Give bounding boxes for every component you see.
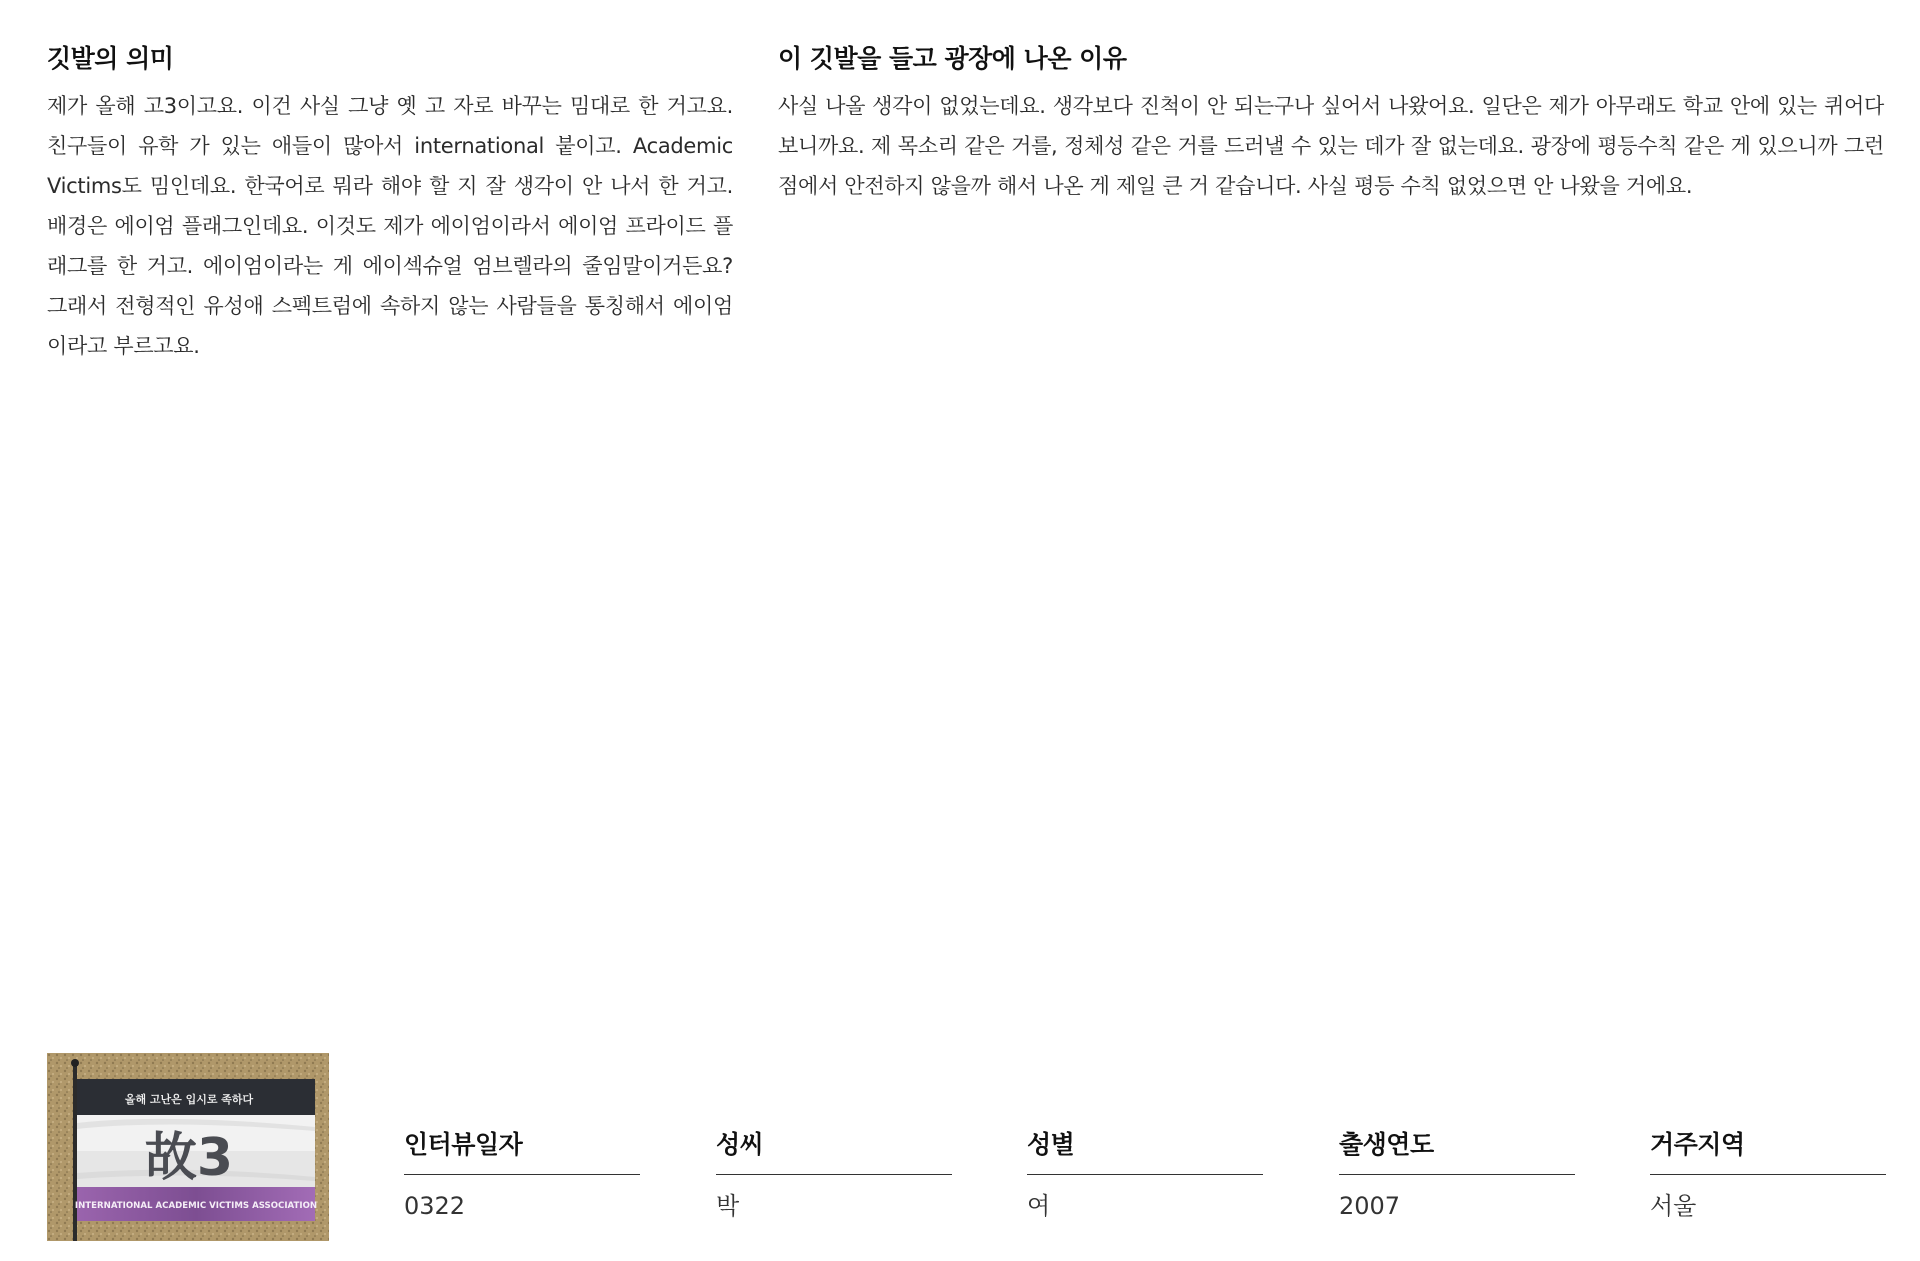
info-value: 서울 (1650, 1192, 1697, 1220)
info-value: 0322 (404, 1192, 466, 1220)
svg-text:INTERNATIONAL ACADEMIC VICTIMS: INTERNATIONAL ACADEMIC VICTIMS ASSOCIATION (74, 1201, 318, 1211)
info-surname (716, 1128, 952, 1223)
info-label: 출생연도 (1339, 1128, 1575, 1175)
info-value: 여 (1027, 1192, 1051, 1220)
reason-text: 사실 나올 생각이 없었는데요. 생각보다 진척이 안 되는구나 싶어서 나왔어요. 일단은 제가 아무래도 학교 안에 있는 퀴어다 보니까요. 제 목소리 같은 거를, 정체성 같은 거를 드러낼 수 있는 데가 잘 없는데요. 광장에 평등수칙 같은 게 있으니까 그런 점에서 안전하지 않을까 해서 나온 게 제일 큰 거 같습니다. 사실 평등 수칙 없었으면 안 나왔을 거에요. (778, 94, 1884, 198)
info-label: 인터뷰일자 (404, 1128, 640, 1175)
info-gender (1027, 1128, 1263, 1223)
flag-meaning-text: 제가 올해 고3이고요. 이건 사실 그냥 옛 고 자로 바꾸는 밈대로 한 거고요. 친구들이 유학 가 있는 애들이 많아서 international 붙이고. Academic Victims도 밈인데요. 한국어로 뭐라 해야 할 지 잘 생각이 안 나서 한 거고. 배경은 에이엄 플래그인데요. 이것도 제가 에이엄이라서 에이엄 프라이드 플래그를 한 거고. 에이엄이라는 게 에이섹슈얼 엄브렐라의 줄임말이거든요? 그래서 전형적인 유성애 스펙트럼에 속하지 않는 사람들을 통칭해서 에이엄이라고 부르고요. (47, 94, 733, 358)
info-value: 박 (716, 1192, 740, 1220)
svg-text:故3: 故3 (144, 1128, 234, 1188)
flag-photo (47, 1053, 329, 1241)
reason-section (778, 42, 1884, 206)
info-interview-date (404, 1128, 640, 1223)
info-birth-year (1339, 1128, 1575, 1223)
info-value: 2007 (1339, 1192, 1401, 1220)
flag-image (47, 1053, 329, 1241)
svg-text:올해 고난은 입시로 족하다: 올해 고난은 입시로 족하다 (124, 1093, 254, 1106)
info-label: 성별 (1027, 1128, 1263, 1175)
flag-meaning-section (47, 42, 733, 366)
info-label: 거주지역 (1650, 1128, 1886, 1175)
reason-heading: 이 깃발을 들고 광장에 나온 이유 (778, 44, 1127, 73)
flag-pole (73, 1061, 77, 1241)
info-region (1650, 1128, 1886, 1223)
flag-meaning-heading: 깃발의 의미 (47, 44, 174, 73)
info-label: 성씨 (716, 1128, 952, 1175)
